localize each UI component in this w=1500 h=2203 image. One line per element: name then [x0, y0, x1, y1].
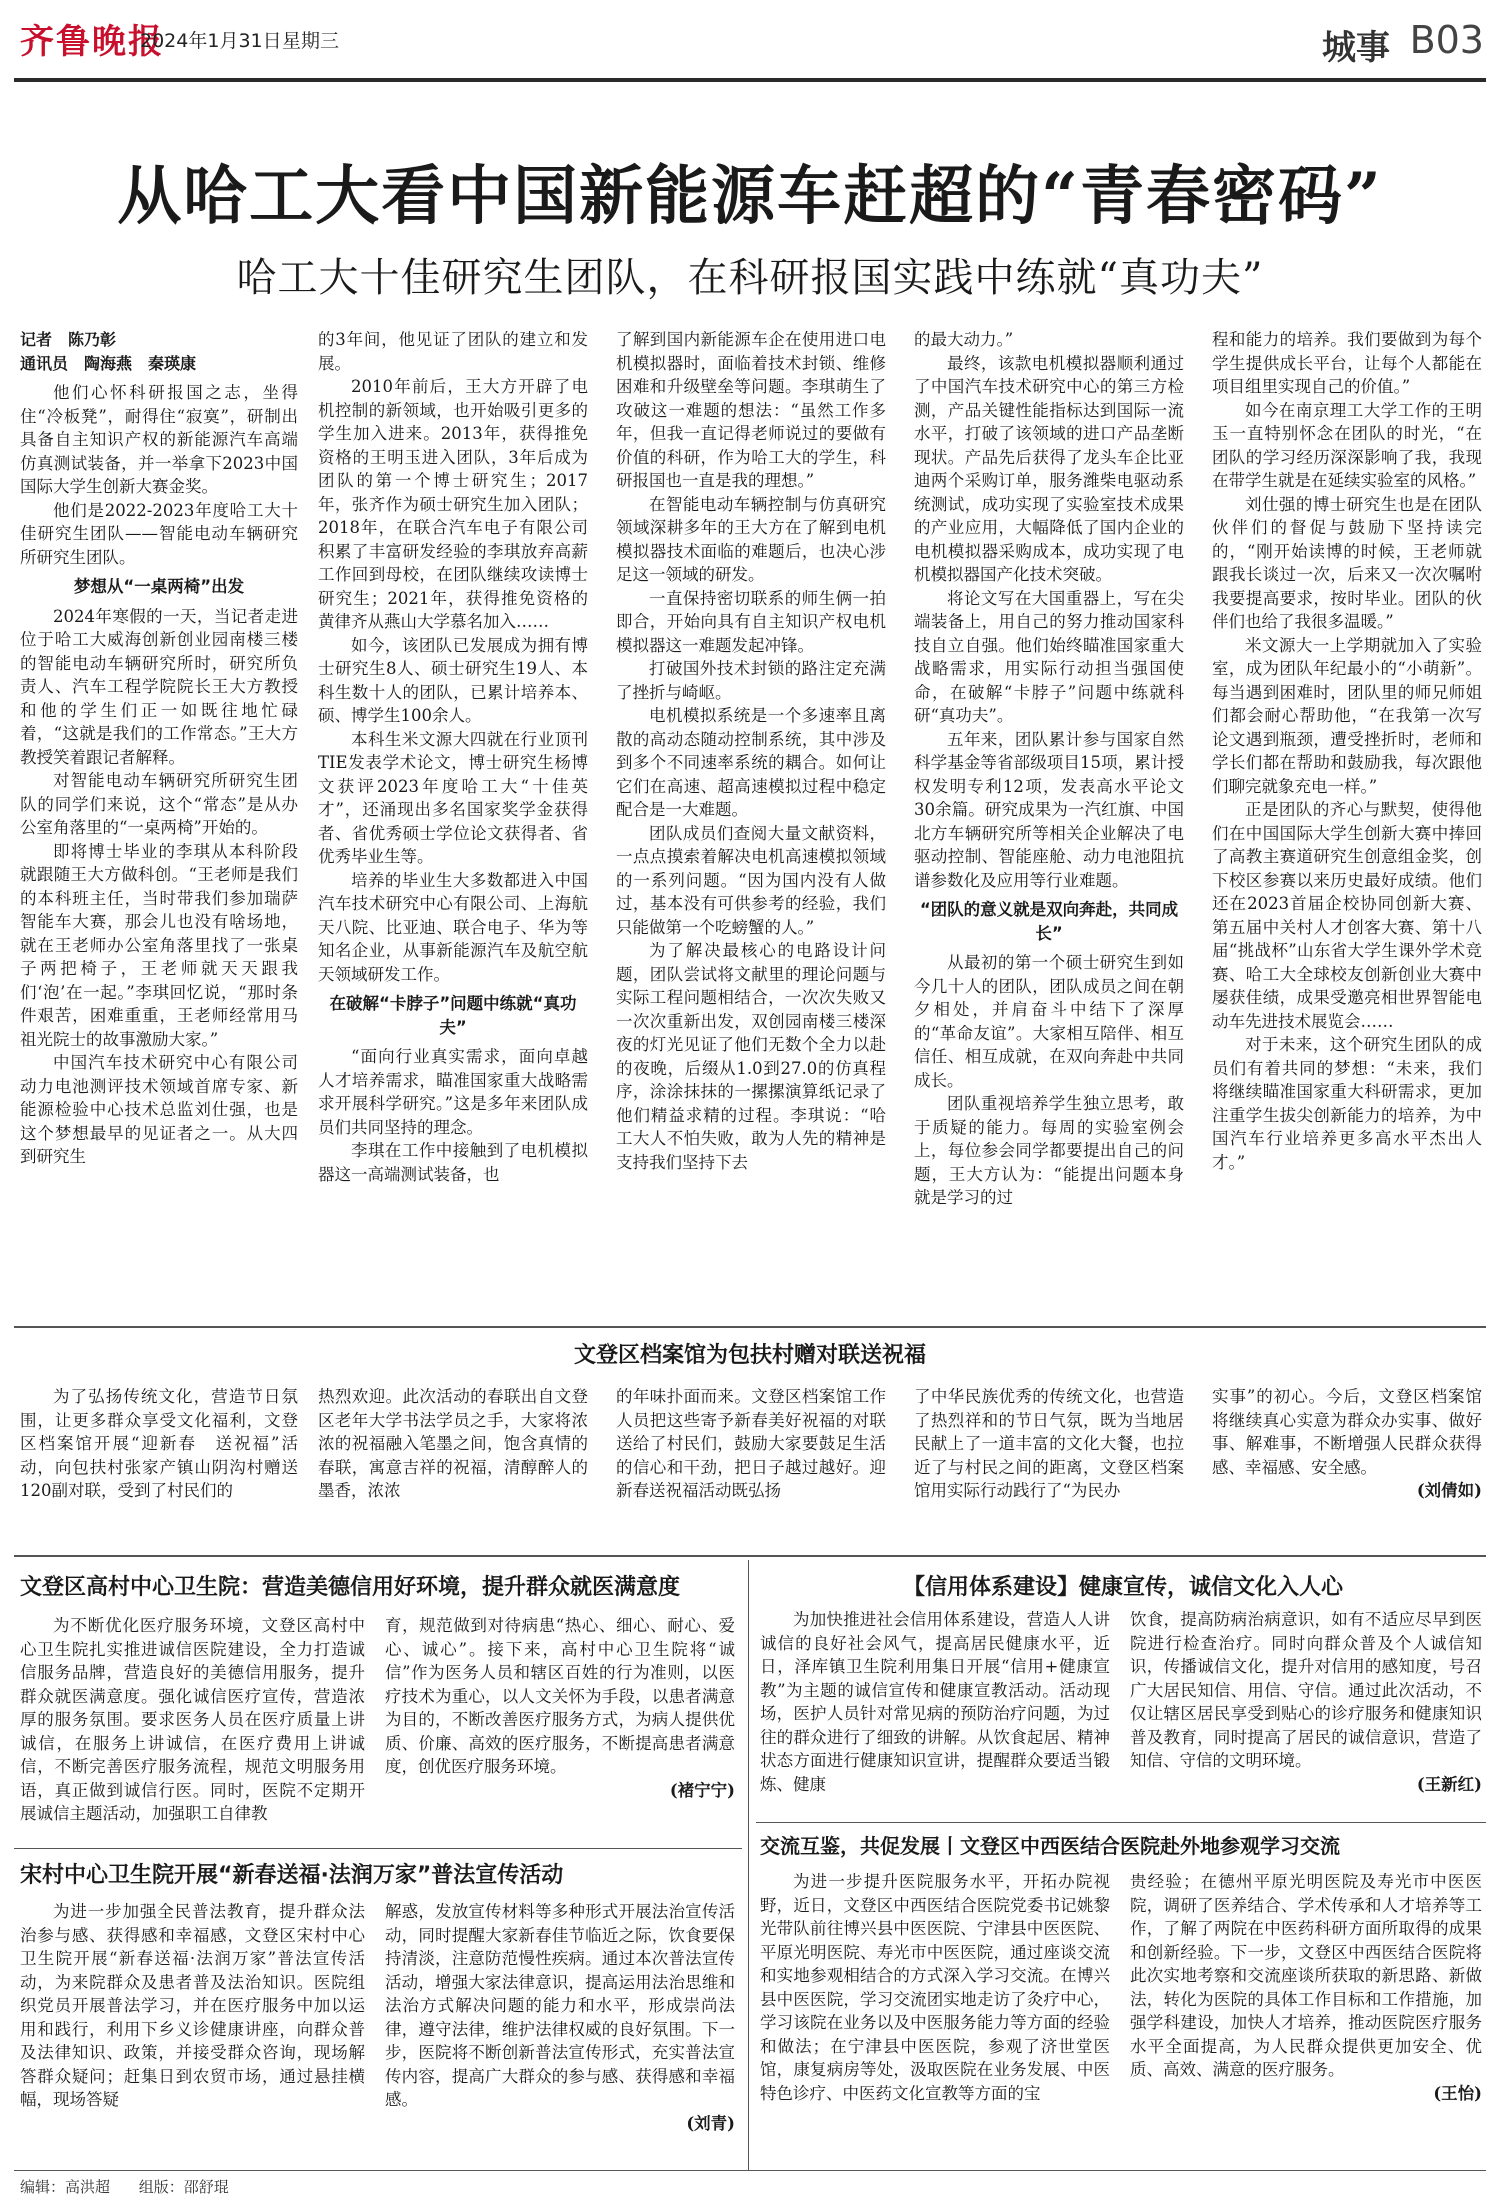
paragraph: “面向行业真实需求，面向卓越人才培养需求，瞄准国家重大战略需求开展科学研究。”这是多年来团队成员们共同坚持的理念。	[318, 1047, 588, 1137]
paragraph: 团队成员们查阅大量文献资料，一点点摸索着解决电机高速模拟领域的一系列问题。“因为国内没有人做过，基本没有可供参考的经验，我们只能做第一个吃螃蟹的人。”	[616, 823, 886, 937]
paragraph: 正是团队的齐心与默契，使得他们在中国国际大学生创新大赛中捧回了高教主赛道研究生创意组金奖，创下校区参赛以来历史最好成绩。他们还在2023首届企校协同创新大赛、第五届中关村人才创客大赛、第十八届“挑战杯”山东省大学生课外学术竞赛、哈工大全球校友创新创业大赛中屡获佳绩，成果受邀亮相世界智能电动车先进技术展览会……	[1212, 800, 1482, 1031]
story3-column-2	[385, 1614, 735, 1842]
story2-column-1	[20, 1385, 298, 1550]
story6-column-1	[760, 1870, 1110, 2170]
paragraph: 本科生米文源大四就在行业顶刊TIE发表学术论文，博士研究生杨博文获评2023年度哈工大“十佳英才”，还涌现出多名国家奖学金获得者、省优秀硕士学位论文获得者、省优秀毕业生等。	[318, 729, 588, 866]
paragraph: 为进一步加强全民普法教育，提升群众法治参与感、获得感和幸福感，文登区宋村中心卫生院开展“新春送福·法润万家”普法宣传活动，为来院群众及患者普及法治知识。医院组织党员开展普法学习，并在医疗服务中加以运用和践行，利用下乡义诊健康讲座，向群众普及法律知识、政策，并接受群众咨询，现场解答群众疑问；赶集日到农贸市场，通过悬挂横幅，现场答疑	[20, 1902, 365, 2109]
paragraph: 五年来，团队累计参与国家自然科学基金等省部级项目15项，累计授权发明专利12项，发表高水平论文30余篇。研究成果为一汽红旗、中国北方车辆研究所等相关企业解决了电驱动控制、智能座舱、动力电池阻抗谱参数化及应用等行业难题。	[914, 729, 1184, 890]
story4-author: (刘青)	[686, 2113, 735, 2133]
paragraph: 培养的毕业生大多数都进入中国汽车技术研究中心有限公司、上海航天八院、比亚迪、联合电子、华为等知名企业，从事新能源汽车及航空航天领域研发工作。	[318, 870, 588, 984]
story4-column-2	[385, 1900, 735, 2170]
footer-credits	[20, 2176, 229, 2197]
paragraph: 为了解决最核心的电路设计问题，团队尝试将文献里的理论问题与实际工程问题相结合，一次次失败又一次次重新出发，双创园南楼三楼深夜的灯光见证了他们无数个全力以赴的夜晚，后缀从1.0到27.0的仿真程序，涂涂抹抹的一摞摞演算纸记录了他们精益求精的过程。李琪说：“哈工大人不怕失败，敢为人先的精神是支持我们坚持下去	[616, 941, 886, 1172]
story6-author: (王怡)	[1433, 2083, 1482, 2103]
subheading: “团队的意义就是双向奔赴，共同成长”	[919, 900, 1179, 943]
subheading: 在破解“卡脖子”问题中练就“真功夫”	[329, 994, 577, 1037]
main-column-2	[318, 328, 588, 1318]
story4-title: 宋村中心卫生院开展“新春送福·法润万家”普法宣传活动	[20, 1863, 564, 1888]
main-headline: 从哈工大看中国新能源车赶超的“青春密码”	[117, 159, 1383, 234]
paragraph: 一直保持密切联系的师生俩一拍即合，开始向具有自主知识产权电机模拟器这一难题发起冲锋。	[616, 588, 886, 655]
masthead-rule	[14, 78, 1486, 82]
page-number: B03	[1409, 18, 1484, 62]
issue-date: 2024年1月31日	[140, 30, 282, 52]
main-column-5	[1212, 328, 1482, 1318]
paragraph: 他们是2022-2023年度哈工大十佳研究生团队——智能电动车辆研究所研究生团队。	[20, 500, 298, 567]
paragraph: 最终，该款电机模拟器顺利通过了中国汽车技术研究中心的第三方检测，产品关键性能指标达到国际一流水平，打破了该领域的进口产品垄断现状。产品先后获得了龙头车企比亚迪两个采购订单，服务潍柴电驱动系统测试，成功实现了实验室技术成果的产业应用，大幅降低了国内企业的电机模拟器采购成本，成功实现了电机模拟器国产化技术突破。	[914, 353, 1184, 584]
paragraph: 在智能电动车辆控制与仿真研究领域深耕多年的王大方在了解到电机模拟器技术面临的难题后，也决心涉足这一领域的研发。	[616, 494, 886, 584]
story4-column-1	[20, 1900, 365, 2170]
paragraph: 的最大动力。”	[914, 330, 1014, 349]
main-subheadline: 哈工大十佳研究生团队，在科研报国实践中练就“真功夫”	[236, 255, 1264, 301]
paragraph: 中国汽车技术研究中心有限公司动力电池测评技术领域首席专家、新能源检验中心技术总监刘仕强，也是这个梦想最早的见证者之一。从大四到研究生	[20, 1053, 298, 1166]
story2-title: 文登区档案馆为包扶村赠对联送祝福	[573, 1343, 926, 1368]
subheading: 梦想从“一桌两椅”出发	[73, 577, 245, 596]
paragraph: 2024年寒假的一天，当记者走进位于哈工大威海创新创业园南楼三楼的智能电动车辆研究所时，研究所负责人、汽车工程学院院长王大方教授和他的学生们正一如既往地忙碌着，“这就是我们的工作常态。”王大方教授笑着跟记者解释。	[20, 606, 298, 767]
story5-column-1	[760, 1608, 1110, 1828]
paragraph: 的3年间，他见证了团队的建立和发展。	[318, 330, 588, 373]
story2-column-3	[616, 1385, 886, 1550]
main-column-4	[914, 328, 1184, 1318]
paragraph: 团队重视培养学生独立思考，敢于质疑的能力。每周的实验室例会上，每位参会同学都要提出自己的问题，王大方认为：“能提出问题本身就是学习的过	[914, 1094, 1184, 1207]
story3-title: 文登区高村中心卫生院：营造美德信用好环境，提升群众就医满意度	[20, 1575, 681, 1600]
story5-title: 【信用体系建设】健康宣传，诚信文化入人心	[902, 1575, 1343, 1600]
paragraph: 李琪在工作中接触到了电机模拟器这一高端测试装备，也	[318, 1141, 588, 1184]
paragraph: 程和能力的培养。我们要做到为每个学生提供成长平台，让每个人都能在项目组里实现自己的价值。”	[1212, 330, 1482, 396]
newspaper-logo: 齐鲁晚报	[20, 22, 164, 62]
story2-author: (刘倩如)	[1416, 1481, 1482, 1500]
paragraph: 育，规范做到对待病患“热心、细心、耐心、爱心、诚心”。接下来，高村中心卫生院将“诚信”作为医务人员和辖区百姓的行为准则，以医疗技术为重心，以人文关怀为手段，以患者满意为目的，不断改善医疗服务方式，为病人提供优质、价廉、高效的医疗服务，不断提高患者满意度，创优医疗服务环境。	[385, 1616, 735, 1776]
paragraph: 从最初的第一个硕士研究生到如今几十人的团队，团队成员之间在朝夕相处，并肩奋斗中结下了深厚的“革命友谊”。大家相互陪伴、相互信任、相互成就，在双向奔赴中共同成长。	[914, 953, 1184, 1090]
paragraph: 为进一步提升医院服务水平，开拓办院视野，近日，文登区中西医结合医院党委书记姚黎光带队前往博兴县中医医院、宁津县中医医院、平原光明医院、寿光市中医医院，通过座谈交流和实地参观相结合的方式深入学习交流。在博兴县中医医院，学习交流团实地走访了灸疗中心，学习该院在业务以及中医服务能力等方面的经验和做法；在宁津县中医医院，参观了济世堂医馆，康复病房等处，汲取医院在业务发展、中医特色诊疗、中医药文化宣教等方面的宝	[760, 1872, 1110, 2103]
paragraph: 贵经验；在德州平原光明医院及寿光市中医医院，调研了医养结合、学术传承和人才培养等工作，了解了两院在中医药科研方面所取得的成果和创新经验。下一步，文登区中西医结合医院将此次实地考察和交流座谈所获取的新思路、新做法，转化为医院的具体工作目标和工作措施，加强学科建设，加快人才培养，推动医院医疗服务水平全面提高，为人民群众提供更加安全、优质、高效、满意的医疗服务。	[1130, 1872, 1482, 2079]
paragraph: 对智能电动车辆研究所研究生团队的同学们来说，这个“常态”是从办公室角落里的“一桌两椅”开始的。	[20, 771, 298, 837]
paragraph: 米文源大一上学期就加入了实验室，成为团队年纪最小的“小萌新”。每当遇到困难时，团队里的师兄师姐们都会耐心帮助他，“在我第一次写论文遇到瓶颈，遭受挫折时，老师和学长们都在帮助和鼓励我，每次跟他们聊完就象充电一样。”	[1212, 635, 1482, 796]
section-divider	[14, 1555, 1486, 1557]
section-divider	[756, 1822, 1486, 1823]
paragraph: 即将博士毕业的李琪从本科阶段就跟随王大方做科创。“王老师是我们的本科班主任，当时带我们参加瑞萨智能车大赛，那会儿也没有啥场地，就在王老师办公室角落里找了一张桌子两把椅子，王老师就天天跟我们‘泡’在一起。”李琪回忆说，“那时条件艰苦，困难重重，王老师经常用马祖光院士的故事激励大家。”	[20, 841, 298, 1049]
paragraph: 了解到国内新能源车企在使用进口电机模拟器时，面临着技术封锁、维修困难和升级壁垒等问题。李琪萌生了攻破这一难题的想法：“虽然工作多年，但我一直记得老师说过的要做有价值的科研，作为哈工大的学生，科研报国也一直是我的理想。”	[616, 330, 886, 490]
paragraph: 解惑，发放宣传材料等多种形式开展法治宣传活动，同时提醒大家新春佳节临近之际，饮食要保持清淡，注意防范慢性疾病。通过本次普法宣传活动，增强大家法律意识，提高运用法治思维和法治方式解决问题的能力和水平，形成崇尚法律，遵守法律，维护法律权威的良好氛围。下一步，医院将不断创新普法宣传形式，充实普法宣传内容，提高广大群众的参与感、获得感和幸福感。	[385, 1902, 735, 2109]
editor-credit: 编辑：高洪超	[20, 2178, 111, 2196]
section-divider	[14, 1848, 742, 1849]
story6-title: 交流互鉴，共促发展丨文登区中西医结合医院赴外地参观学习交流	[760, 1834, 1340, 1858]
paragraph: 2010年前后，王大方开辟了电机控制的新领域，也开始吸引更多的学生加入进来。2013年，获得推免资格的王明玉进入团队，3年后成为团队的第一个博士研究生；2017年，张齐作为硕士研究生加入团队；2018年，在联合汽车电子有限公司积累了丰富研发经验的李琪放弃高薪工作回到母校，在团队继续攻读博士研究生；2021年，获得推免资格的黄律齐从燕山大学慕名加入……	[318, 377, 588, 631]
paragraph: 的年味扑面而来。文登区档案馆工作人员把这些寄予新春美好祝福的对联送给了村民们，鼓励大家要鼓足生活的信心和干劲，把日子越过越好。迎新春送祝福活动既弘扬	[616, 1387, 886, 1500]
story3-author: (褚宁宁)	[669, 1780, 735, 1800]
story5-column-2	[1130, 1608, 1482, 1828]
paragraph: 为了弘扬传统文化，营造节日氛围，让更多群众享受文化福利，文登区档案馆开展“迎新春 送祝福”活动，向包扶村张家产镇山阴沟村赠送120副对联，受到了村民们的	[20, 1387, 298, 1500]
story2-column-5	[1212, 1385, 1482, 1550]
paragraph: 将论文写在大国重器上，写在尖端装备上，用自己的努力推动国家科技自立自强。他们始终瞄准国家重大战略需求，用实际行动担当强国使命，在破解“卡脖子”问题中练就科研“真功夫”。	[914, 588, 1184, 725]
story6-column-2	[1130, 1870, 1482, 2170]
issue-weekday: 星期三	[282, 30, 340, 52]
paragraph: 如今在南京理工大学工作的王明玉一直特别怀念在团队的时光，“在团队的学习经历深深影响了我，我现在带学生就是在延续实验室的风格。”	[1212, 400, 1482, 490]
paragraph: 了中华民族优秀的传统文化，也营造了热烈祥和的节日气氛，既为当地居民献上了一道丰富的文化大餐，也拉近了与村民之间的距离，文登区档案馆用实际行动践行了“为民办	[914, 1387, 1184, 1500]
paragraph: 实事”的初心。今后，文登区档案馆将继续真心实意为群众办实事、做好事、解难事，不断增强人民群众获得感、幸福感、安全感。	[1212, 1387, 1482, 1477]
paragraph: 他们心怀科研报国之志，坐得住“冷板凳”，耐得住“寂寞”，研制出具备自主知识产权的新能源汽车高端仿真测试装备，并一举拿下2023中国国际大学生创新大赛金奖。	[20, 383, 298, 496]
paragraph: 对于未来，这个研究生团队的成员们有着共同的梦想：“未来，我们将继续瞄准国家重大科研需求，更加注重学生拔尖创新能力的培养，为中国汽车行业培养更多高水平杰出人才。”	[1212, 1035, 1482, 1172]
byline-correspondents: 通讯员 陶海燕 秦瑛康	[20, 353, 197, 373]
layout-credit: 组版：邵舒琨	[138, 2178, 229, 2196]
paragraph: 打破国外技术封锁的路注定充满了挫折与崎岖。	[616, 659, 886, 702]
vertical-divider	[748, 1560, 749, 2170]
main-column-1	[20, 328, 298, 1318]
paragraph: 饮食，提高防病治病意识，如有不适应尽早到医院进行检查治疗。同时向群众普及个人诚信知识，传播诚信文化，提升对信用的感知度，号召广大居民知信、用信、守信。通过此次活动，不仅让辖区居民享受到贴心的诊疗服务和健康知识普及教育，同时提高了居民的诚信意识，营造了知信、守信的文明环境。	[1130, 1610, 1482, 1770]
section-name: 城事	[1322, 28, 1390, 68]
story2-column-2	[318, 1385, 588, 1550]
paragraph: 为加快推进社会信用体系建设，营造人人讲诚信的良好社会风气，提高居民健康水平，近日，泽库镇卫生院利用集日开展“信用+健康宣教”为主题的诚信宣传和健康宣教活动。活动现场，医护人员针对常见病的预防治疗问题，为过往的群众进行了细致的讲解。从饮食起居、精神状态方面进行健康知识宣讲，提醒群众要适当锻炼、健康	[760, 1610, 1110, 1794]
paragraph: 刘仕强的博士研究生也是在团队伙伴们的督促与鼓励下坚持读完的，“刚开始读博的时候，王老师就跟我长谈过一次，后来又一次次嘱咐我要提高要求，按时毕业。团队的伙伴们也给了我很多温暖。”	[1212, 494, 1482, 631]
footer-rule	[14, 2170, 1486, 2171]
story5-author: (王新红)	[1416, 1774, 1482, 1794]
section-divider	[14, 1326, 1486, 1328]
byline-reporter: 记者 陈乃彰	[20, 330, 117, 349]
paragraph: 电机模拟系统是一个多速率且离散的高动态随动控制系统，其中涉及到多个不同速率系统的耦合。如何让它们在高速、超高速模拟过程中稳定配合是一大难题。	[616, 706, 886, 819]
main-column-3	[616, 328, 886, 1318]
paragraph: 为不断优化医疗服务环境，文登区高村中心卫生院扎实推进诚信医院建设，全力打造诚信服务品牌，营造良好的美德信用服务，提升群众就医满意度。强化诚信医疗宣传，营造浓厚的服务氛围。要求医务人员在医疗质量上讲诚信，在服务上讲诚信，在医疗费用上讲诚信，不断完善医疗服务流程，规范文明服务用语，真正做到诚信行医。同时，医院不定期开展诚信主题活动，加强职工自律教	[20, 1616, 365, 1823]
story3-column-1	[20, 1614, 365, 1842]
story2-column-4	[914, 1385, 1184, 1550]
paragraph: 如今，该团队已发展成为拥有博士研究生8人、硕士研究生19人、本科生数十人的团队，已累计培养本、硕、博学生100余人。	[318, 635, 588, 725]
paragraph: 热烈欢迎。此次活动的春联出自文登区老年大学书法学员之手，大家将浓浓的祝福融入笔墨之间，饱含真情的春联，寓意吉祥的祝福，清醇醉人的墨香，浓浓	[318, 1387, 588, 1500]
